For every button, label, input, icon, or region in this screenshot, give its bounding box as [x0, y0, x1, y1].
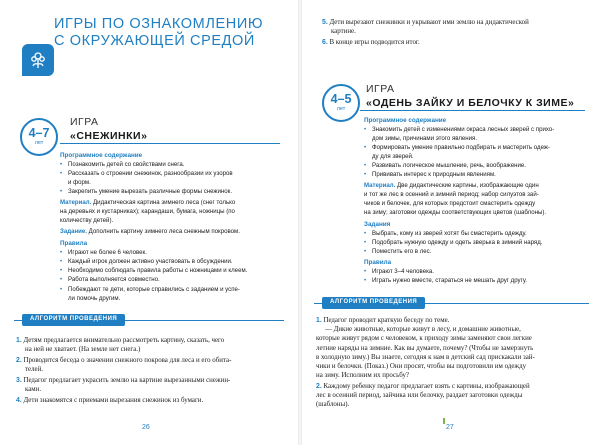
step-3: [16, 376, 288, 394]
section-title: [54, 16, 284, 50]
rules-heading: Правила: [60, 240, 88, 247]
material-text: на деревьях и кустарниках); карандаши, бумага, ножницы (по: [60, 208, 235, 215]
step-number: 3.: [16, 377, 22, 384]
snowflake-flower-icon: [22, 44, 54, 76]
program-item-cont: ду для зверей.: [372, 153, 414, 160]
program-heading: Программное содержание: [60, 152, 143, 159]
age-range: 4–7: [28, 126, 50, 140]
page-marker: [443, 418, 445, 424]
step-text: лес в осенний период, зайчика или белочку, раздает заготовки одежды: [316, 392, 523, 400]
age-badge: [322, 84, 360, 122]
page-number: 26: [142, 424, 150, 431]
step-1: [16, 336, 288, 354]
rule-item: • Необходимо соблюдать правила работы с ножницами и клеем.: [60, 267, 247, 275]
material-label: Материал.: [60, 199, 92, 206]
step-6: [322, 38, 592, 47]
step-number: 5.: [322, 19, 328, 26]
step-text: которые живут рядом с человеком, к приходу зимы заменяют свои легкие: [316, 335, 532, 343]
step-text: Проводится беседа о значении снежного покрова для леса и его обита-: [23, 357, 232, 364]
material-text: и тот же лес в осенний и зимний период; набор силуэтов зай-: [364, 191, 539, 198]
algorithm-heading: АЛГОРИТМ ПРОВЕДЕНИЯ: [22, 314, 125, 326]
step-number: 1.: [16, 337, 22, 344]
material-block: [60, 199, 285, 207]
step-text: (шаблоны).: [316, 401, 350, 409]
task-text: Дополнить картину зимнего леса снежным покровом.: [86, 228, 240, 235]
step-1: [316, 316, 594, 380]
step-text: Дети вырезают снежинки и укрывают ими землю на дидактической: [329, 19, 529, 26]
section-title-line-2: С ОКРУЖАЮЩЕЙ СРЕДОЙ: [54, 33, 255, 49]
step-text: на зиму. Исполним их просьбу?: [316, 372, 409, 380]
task-label: Задание.: [60, 228, 87, 235]
program-item: • Закрепить умение вырезать различные формы снежинок.: [60, 188, 232, 196]
step-text: ками.: [25, 386, 42, 394]
right-page: [300, 0, 600, 445]
tasks-heading: Задания: [364, 221, 391, 228]
task-item: • Выбрать, кому из зверей хотят бы смастерить одежду.: [364, 230, 527, 238]
task-block: [60, 228, 240, 236]
material-text: Две дидактические картины, изображающие один: [395, 182, 539, 189]
rules-heading: Правила: [364, 259, 392, 266]
section-title-line-1: ИГРЫ ПО ОЗНАКОМЛЕНИЮ: [54, 16, 264, 32]
material-text: на зиму; заготовки одежды соответствующих цветов (шаблоны).: [364, 209, 547, 216]
rule-item: • Работа выполняется совместно.: [60, 276, 160, 284]
age-badge: [20, 118, 58, 156]
material-block: [364, 182, 589, 190]
step-text: Дети знакомятся с приемами вырезания снежинок из бумаги.: [23, 397, 204, 404]
program-item: • Формировать умение правильно подбирать и мастерить одеж-: [364, 144, 550, 152]
rule-item: • Играть нужно вместе, стараться не мешать друг другу.: [364, 277, 527, 285]
step-text: телей.: [25, 366, 43, 374]
title-underline: [360, 110, 585, 111]
step-number: 2.: [316, 383, 322, 390]
game-label: ИГРА: [366, 83, 395, 95]
material-text: чиков и белочек, для которых предстоит смастерить одежду: [364, 200, 536, 207]
rule-item: • Побеждают те дети, которые справились с заданием и успе-: [60, 286, 240, 294]
rule-item: • Каждый игрок должен активно участвовать в обсуждении.: [60, 258, 233, 266]
step-2: [16, 356, 288, 374]
step-text: — Дикие животные, которые живут в лесу, и домашние животные,: [325, 326, 521, 334]
step-text: Педагог предлагает украсить землю на картине вырезанными снежин-: [23, 377, 231, 384]
step-text: чики и белочки. (Показ.) Они просят, чтобы вы подготовили им одежду: [316, 363, 527, 371]
rule-item: • Играют не более 6 человек.: [60, 249, 147, 257]
step-text: в холодную зиму.) Вы знаете, сегодня к нам в детский сад прискакали зай-: [316, 353, 535, 361]
rule-item: • Играют 3–4 человека.: [364, 268, 434, 276]
program-item-cont: дом зимы, причинами этого явления.: [372, 135, 478, 142]
material-text: Дидактическая картина зимнего леса (снег только: [91, 199, 236, 206]
age-range: 4–5: [330, 92, 352, 106]
step-4: [16, 396, 288, 405]
step-text: летние наряды на зимние. Как вы думаете, почему? (Чтобы не замерзнуть: [316, 344, 534, 352]
material-text: количеству детей).: [60, 217, 114, 224]
age-unit: лет: [34, 140, 44, 146]
step-number: 1.: [316, 317, 322, 324]
program-item: • Рассказать о строении снежинок, разнообразии их узоров: [60, 170, 233, 178]
step-number: 4.: [16, 397, 22, 404]
step-text: В конце игры подводится итог.: [329, 39, 420, 46]
game-label: ИГРА: [70, 116, 99, 128]
program-item-cont: и форм.: [68, 179, 91, 186]
program-item: • Прививать интерес к природным явлениям.: [364, 171, 496, 179]
step-text: Педагог проводит краткую беседу по теме.: [323, 317, 450, 324]
step-text: Каждому ребенку педагог предлагает взять с картины, изображающей: [323, 383, 530, 390]
step-text: на ней не хватает. (На земле нет снега.): [25, 346, 141, 354]
program-item: • Познакомить детей со свойствами снега.: [60, 161, 184, 169]
age-unit: лет: [336, 106, 346, 112]
step-text: Детям предлагается внимательно рассмотреть картину, сказать, чего: [23, 337, 225, 344]
task-item: • Подобрать нужную одежду и одеть зверька в зимний наряд.: [364, 239, 542, 247]
title-underline: [60, 143, 280, 144]
game-title: «СНЕЖИНКИ»: [70, 130, 148, 142]
step-2: [316, 382, 594, 410]
program-item: • Развивать логическое мышление, речь, воображение.: [364, 162, 526, 170]
program-heading: Программное содержание: [364, 117, 447, 124]
page-number: 27: [446, 424, 454, 431]
step-5: [322, 18, 592, 36]
algorithm-heading: АЛГОРИТМ ПРОВЕДЕНИЯ: [322, 297, 425, 309]
step-number: 2.: [16, 357, 22, 364]
rule-item-cont: ли помочь другим.: [68, 295, 121, 302]
task-item: • Поместить его в лес.: [364, 248, 431, 256]
game-title: «ОДЕНЬ ЗАЙКУ И БЕЛОЧКУ К ЗИМЕ»: [366, 97, 575, 109]
step-text: картине.: [331, 28, 356, 36]
program-item: • Знакомить детей с изменениями окраса лесных зверей с прихо-: [364, 126, 554, 134]
material-label: Материал.: [364, 182, 396, 189]
step-number: 6.: [322, 39, 328, 46]
